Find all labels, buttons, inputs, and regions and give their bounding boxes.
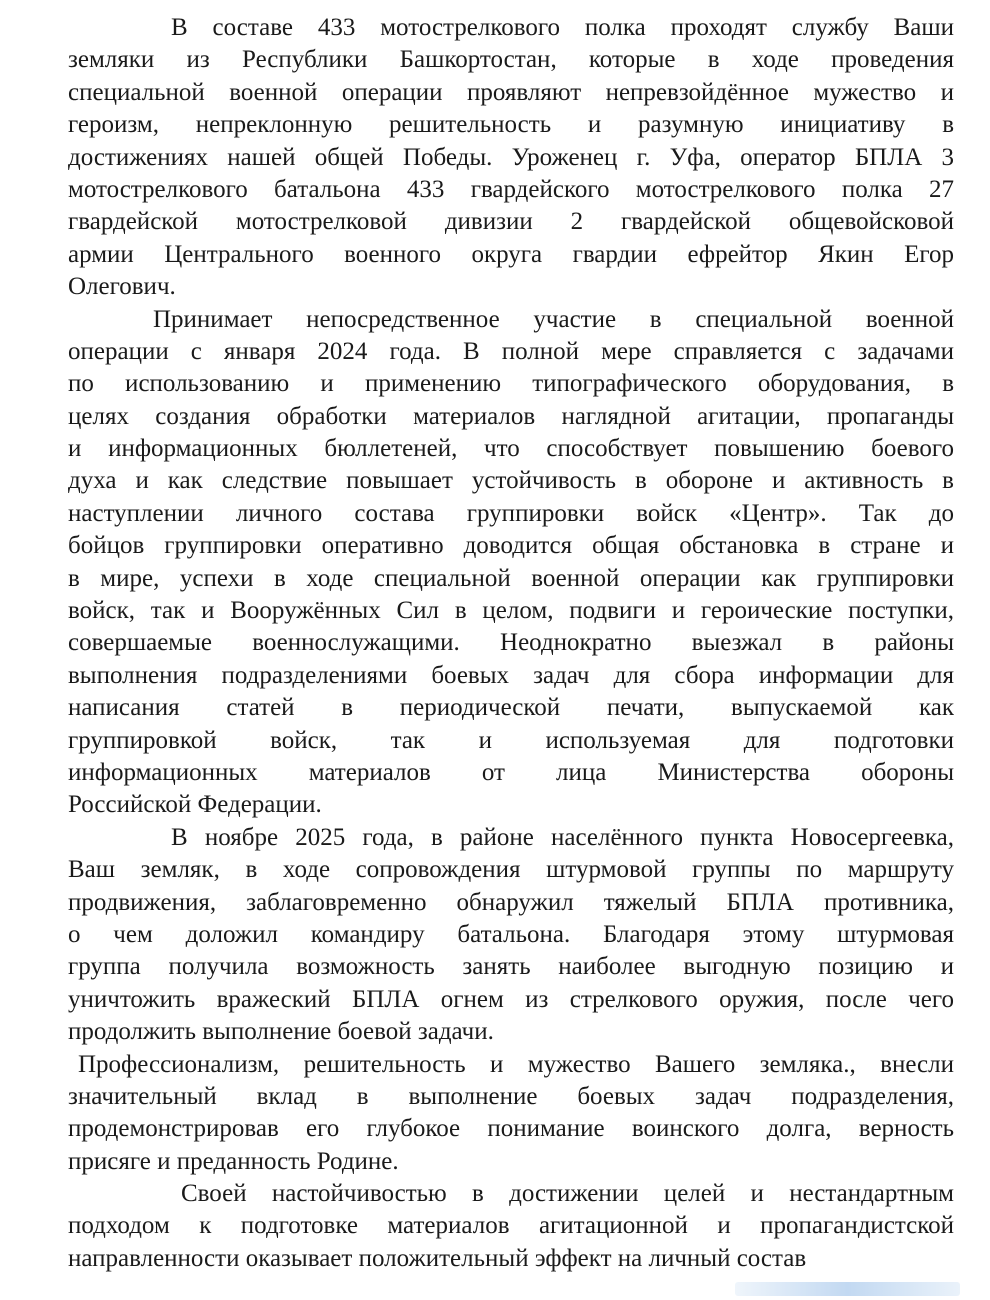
text-line: армии Центрального военного округа гвардии ефрейтор Якин Егор (68, 240, 954, 268)
text-line: мотострелкового батальона 433 гвардейского мотострелкового полка 27 (68, 175, 954, 203)
text-line: операции с января 2024 года. В полной мере справляется с задачами (68, 337, 954, 365)
text-line: специальной военной операции проявляют непревзойдённое мужество и (68, 78, 954, 106)
text-line: Олегович. (68, 273, 176, 301)
text-line: Профессионализм, решительность и мужество Вашего земляка., внесли (78, 1050, 954, 1078)
paragraph (68, 1178, 954, 1275)
text-line: присяге и преданность Родине. (68, 1147, 399, 1175)
paragraph (68, 1049, 954, 1179)
text-line: продолжить выполнение боевой задачи. (68, 1018, 494, 1046)
document-body (68, 12, 954, 1275)
text-line: направленности оказывает положительный эффект на личный состав (68, 1244, 807, 1272)
text-line: продемонстрировав его глубокое понимание воинского долга, верность (68, 1115, 954, 1143)
text-line: группировкой войск, так и используемая для подготовки (68, 726, 954, 754)
text-line: по использованию и применению типографического оборудования, в (68, 370, 954, 398)
text-line: совершаемые военнослужащими. Неоднократно выезжал в районы (68, 629, 954, 657)
text-line: подходом к подготовке материалов агитационной и пропагандистской (68, 1212, 954, 1240)
text-line: земляки из Республики Башкортостан, которые в ходе проведения (68, 46, 954, 74)
text-line: Своей настойчивостью в достижении целей и нестандартным (181, 1180, 954, 1208)
text-line: достижениях нашей общей Победы. Уроженец г. Уфа, оператор БПЛА 3 (68, 143, 954, 171)
text-line: целях создания обработки материалов наглядной агитации, пропаганды (68, 402, 954, 430)
text-line: бойцов группировки оперативно доводится общая обстановка в стране и (68, 532, 954, 560)
text-line: В составе 433 мотострелкового полка проходят службу Ваши (171, 14, 954, 41)
text-line: и информационных бюллетеней, что способствует повышению боевого (68, 435, 954, 463)
text-line: духа и как следствие повышает устойчивость в обороне и активность в (68, 467, 954, 495)
text-line: гвардейской мотострелковой дивизии 2 гвардейской общевойсковой (68, 208, 954, 236)
text-line: информационных материалов от лица Министерства обороны (68, 758, 954, 786)
text-line: уничтожить вражеский БПЛА огнем из стрелкового оружия, после чего (68, 985, 954, 1013)
paragraph (68, 304, 954, 822)
paragraph (68, 822, 954, 1049)
text-line: В ноябре 2025 года, в районе населённого пункта Новосергеевка, (171, 823, 954, 851)
text-line: Ваш земляк, в ходе сопровождения штурмовой группы по маршруту (68, 856, 954, 884)
text-line: наступлении личного состава группировки войск «Центр». Так до (68, 499, 954, 527)
text-line: Российской Федерации. (68, 791, 322, 819)
text-line: выполнения подразделениями боевых задач для сбора информации для (68, 661, 954, 689)
text-line: продвижения, заблаговременно обнаружил тяжелый БПЛА противника, (68, 888, 954, 916)
text-line: героизм, непреклонную решительность и разумную инициативу в (68, 111, 954, 139)
paragraph (68, 12, 954, 304)
text-line: значительный вклад в выполнение боевых задач подразделения, (68, 1082, 954, 1110)
text-line: в мире, успехи в ходе специальной военной операции как группировки (68, 564, 954, 592)
text-line: написания статей в периодической печати, выпускаемой как (68, 694, 954, 722)
text-line: о чем доложил командиру батальона. Благодаря этому штурмовая (68, 920, 954, 948)
text-line: войск, так и Вооружённых Сил в целом, подвиги и героические поступки, (68, 597, 954, 625)
text-line: Принимает непосредственное участие в специальной военной (153, 305, 954, 333)
footer-stamp-strip (735, 1282, 960, 1296)
text-line: группа получила возможность занять наиболее выгодную позицию и (68, 953, 954, 981)
